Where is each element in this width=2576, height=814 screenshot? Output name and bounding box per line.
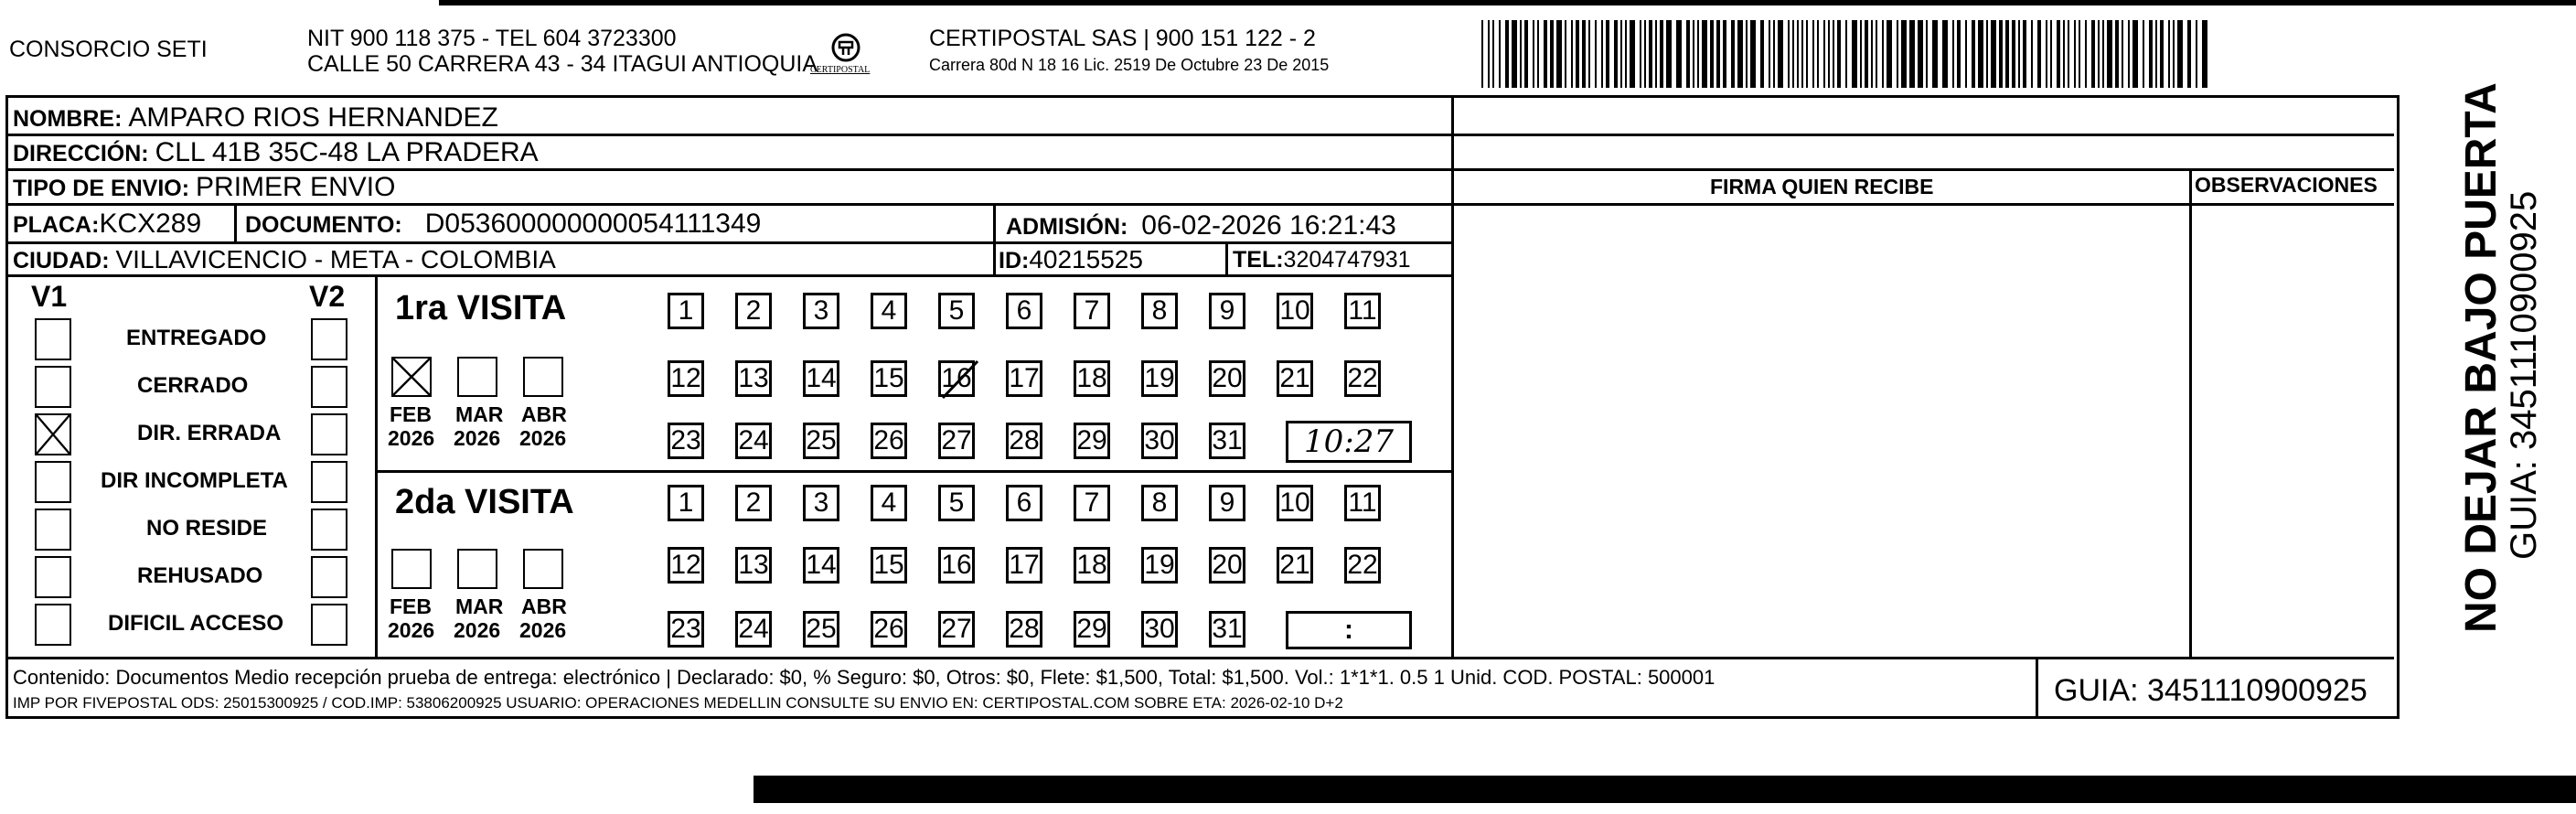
nombre-label: NOMBRE: [13,106,123,132]
visit1-month-label: MAR [455,402,504,426]
certipostal-license: Carrera 80d N 18 16 Lic. 2519 De Octubre 23 De 2015 [929,56,1330,74]
visit2-day-cell[interactable]: 8 [1141,485,1178,521]
visit1-day-cell[interactable]: 4 [871,293,907,329]
placa-value: KCX289 [99,209,202,239]
visit1-year-label: 2026 [388,426,435,450]
placa-label: PLACA: [13,212,100,238]
visit2-day-cell[interactable]: 18 [1074,547,1110,584]
visit1-day-cell[interactable]: 31 [1209,423,1245,459]
tel-label: TEL: [1233,247,1284,273]
tipo-envio-label: TIPO DE ENVIO: [13,176,190,201]
visit2-time[interactable]: : [1286,611,1412,649]
visit1-day-cell[interactable]: 1 [668,293,704,329]
visit1-day-cell[interactable]: 21 [1277,360,1313,397]
visit2-day-cell[interactable]: 25 [803,611,839,648]
visit2-day-cell[interactable]: 1 [668,485,704,521]
side-guia: GUIA: 3451110900925 [2504,190,2544,560]
documento-value: D053600000000054111349 [424,209,762,239]
id-value: 40215525 [1029,245,1143,273]
visit1-day-cell[interactable]: 3 [803,293,839,329]
visit1-day-cell[interactable]: 20 [1209,360,1245,397]
visit2-day-cell[interactable]: 21 [1277,547,1313,584]
visit2-day-cell[interactable]: 13 [735,547,772,584]
v1-checkbox[interactable] [35,604,71,646]
visit1-month-checkbox[interactable] [523,357,563,397]
visit1-day-cell[interactable]: 6 [1006,293,1042,329]
nombre-value: AMPARO RIOS HERNANDEZ [128,102,498,133]
visit2-day-cell[interactable]: 22 [1344,547,1381,584]
visit1-month-label: FEB [390,402,432,426]
v2-checkbox[interactable] [311,366,347,408]
visit2-year-label: 2026 [454,618,501,642]
direccion-label: DIRECCIÓN: [13,141,149,166]
visit1-day-cell[interactable]: 7 [1074,293,1110,329]
visit1-day-cell[interactable]: 23 [668,423,704,459]
visit2-day-cell[interactable]: 31 [1209,611,1245,648]
tipo-envio-value: PRIMER ENVIO [196,172,396,202]
visit2-month-checkbox[interactable] [523,549,563,589]
visit2-month-label: FEB [390,594,432,618]
certipostal-line: CERTIPOSTAL SAS | 900 151 122 - 2 [929,26,1316,51]
observaciones-header: OBSERVACIONES [2195,173,2378,197]
visit2-day-cell[interactable]: 23 [668,611,704,648]
visit1-day-cell[interactable]: 18 [1074,360,1110,397]
v2-checkbox[interactable] [311,318,347,360]
visit2-day-cell[interactable]: 29 [1074,611,1110,648]
visit2-year-label: 2026 [519,618,567,642]
status-label: ENTREGADO [126,326,267,350]
visit1-day-cell[interactable]: 8 [1141,293,1178,329]
side-warning: NO DEJAR BAJO PUERTA [2457,82,2506,633]
status-label: NO RESIDE [146,516,268,541]
certipostal-logo: CERTIPOSTAL [805,26,887,86]
visit1-day-cell[interactable]: 16 [938,360,975,397]
visit2-day-cell[interactable]: 28 [1006,611,1042,648]
visit1-day-cell[interactable]: 17 [1006,360,1042,397]
footer-content-line: Contenido: Documentos Medio recepción prueba de entrega: electrónico | Declarado: $0, % Seguro: $0, Otros: $0, Flete: $1,500, Total: $1,500. Vol.: 1*1*1. 0.5 1 Unid. COD. POSTAL: 500001 [13,666,1716,689]
company-name: CONSORCIO SETI [9,37,208,62]
visit1-day-cell[interactable]: 5 [938,293,975,329]
visit1-day-cell[interactable]: 12 [668,360,704,397]
v1-label: V1 [31,280,68,313]
visit2-month-label: MAR [455,594,504,618]
top-edge-line [439,0,2576,5]
visit2-day-cell[interactable]: 10 [1277,485,1313,521]
v1-checkbox[interactable] [35,461,71,503]
visit2-day-cell[interactable]: 27 [938,611,975,648]
visit2-day-cell[interactable]: 9 [1209,485,1245,521]
v1-checkbox[interactable] [35,556,71,598]
visit1-day-cell[interactable]: 13 [735,360,772,397]
visit2-title: 2da VISITA [395,483,574,521]
documento-label: DOCUMENTO: [245,212,402,238]
v1-checkbox[interactable] [35,366,71,408]
v2-checkbox[interactable] [311,461,347,503]
visit1-day-cell[interactable]: 2 [735,293,772,329]
visit2-month-checkbox[interactable] [457,549,497,589]
visit2-day-cell[interactable]: 2 [735,485,772,521]
ciudad-value: VILLAVICENCIO - META - COLOMBIA [115,245,556,273]
direccion-value: CLL 41B 35C-48 LA PRADERA [155,137,539,167]
visit2-day-cell[interactable]: 24 [735,611,772,648]
id-label: ID: [999,248,1030,273]
visit2-month-checkbox[interactable] [391,549,432,589]
ciudad-label: CIUDAD: [13,248,110,273]
nit-line: NIT 900 118 375 - TEL 604 3723300 [307,26,677,51]
visit1-day-cell[interactable]: 30 [1141,423,1178,459]
visit1-time[interactable]: 10:27 [1286,421,1412,463]
visit2-day-cell[interactable]: 12 [668,547,704,584]
visit2-day-cell[interactable]: 15 [871,547,907,584]
visit1-day-cell[interactable]: 15 [871,360,907,397]
visit1-month-checkbox[interactable] [457,357,497,397]
visit1-day-cell[interactable]: 28 [1006,423,1042,459]
footer-guia: GUIA: 3451110900925 [2054,673,2368,708]
v2-label: V2 [309,280,346,313]
firma-area[interactable] [1456,207,2187,655]
visit1-year-label: 2026 [454,426,501,450]
visit2-day-cell[interactable]: 20 [1209,547,1245,584]
visit2-month-label: ABR [521,594,567,618]
visit2-day-cell[interactable]: 30 [1141,611,1178,648]
bottom-edge-bar [754,776,2576,803]
visit2-day-cell[interactable]: 7 [1074,485,1110,521]
address-line: CALLE 50 CARRERA 43 - 34 ITAGUI ANTIOQUIA [307,51,818,77]
visit2-day-cell[interactable]: 5 [938,485,975,521]
visit2-day-cell[interactable]: 3 [803,485,839,521]
admision-value: 06-02-2026 16:21:43 [1141,210,1396,241]
visit1-day-cell[interactable]: 27 [938,423,975,459]
status-label: DIFICIL ACCESO [108,611,284,636]
visit2-day-cell[interactable]: 19 [1141,547,1178,584]
visit1-day-cell[interactable]: 29 [1074,423,1110,459]
visit2-day-cell[interactable]: 4 [871,485,907,521]
v1-checkbox[interactable] [35,413,71,455]
tel-value: 3204747931 [1283,247,1411,273]
v2-checkbox[interactable] [311,604,347,646]
firma-header: FIRMA QUIEN RECIBE [1710,175,1934,198]
visit1-title: 1ra VISITA [395,289,567,327]
visit1-day-cell[interactable]: 11 [1344,293,1381,329]
visit1-day-cell[interactable]: 14 [803,360,839,397]
visit1-day-cell[interactable]: 10 [1277,293,1313,329]
visit1-month-checkbox[interactable] [391,357,432,397]
status-label: DIR. ERRADA [137,421,282,445]
status-label: REHUSADO [137,563,263,588]
visit1-day-cell[interactable]: 25 [803,423,839,459]
visit2-day-cell[interactable]: 14 [803,547,839,584]
visit2-day-cell[interactable]: 26 [871,611,907,648]
visit2-day-cell[interactable]: 16 [938,547,975,584]
visit1-day-cell[interactable]: 26 [871,423,907,459]
visit1-day-cell[interactable]: 24 [735,423,772,459]
observaciones-area[interactable] [2193,207,2392,655]
status-label: CERRADO [137,373,249,398]
v1-checkbox[interactable] [35,509,71,551]
visit1-day-cell[interactable]: 19 [1141,360,1178,397]
visit1-year-label: 2026 [519,426,567,450]
admision-label: ADMISIÓN: [1006,214,1128,240]
v2-checkbox[interactable] [311,509,347,551]
visit1-month-label: ABR [521,402,567,426]
status-label: DIR INCOMPLETA [101,468,288,493]
footer-print-line: IMP POR FIVEPOSTAL ODS: 25015300925 / COD.IMP: 53806200925 USUARIO: OPERACIONES MEDELLIN CONSULTE SU ENVIO EN: CERTIPOSTAL.COM SOBRE ETA: 2026-02-10 D+2 [13,694,1343,712]
v2-checkbox[interactable] [311,413,347,455]
v2-checkbox[interactable] [311,556,347,598]
visit1-day-cell[interactable]: 22 [1344,360,1381,397]
visit2-day-cell[interactable]: 17 [1006,547,1042,584]
v1-checkbox[interactable] [35,318,71,360]
barcode [1481,20,2208,88]
visit1-day-cell[interactable]: 9 [1209,293,1245,329]
visit2-day-cell[interactable]: 6 [1006,485,1042,521]
visit2-year-label: 2026 [388,618,435,642]
visit2-day-cell[interactable]: 11 [1344,485,1381,521]
